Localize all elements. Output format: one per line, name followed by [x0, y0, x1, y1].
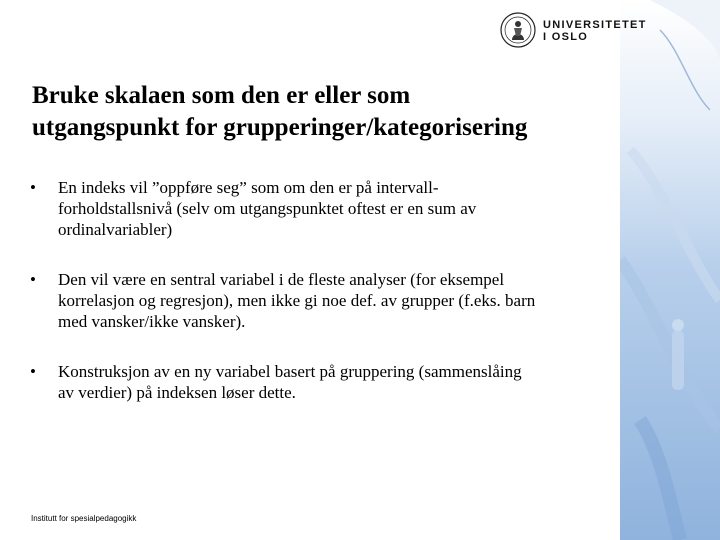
bullet-line: med vansker/ikke vansker).	[58, 312, 246, 331]
bullet-item-3	[30, 361, 630, 403]
bullet-line: Den vil være en sentral variabel i de fleste analyser (for eksempel	[58, 270, 505, 289]
bullet-line: korrelasjon og regresjon), men ikke gi noe def. av grupper (f.eks. barn	[58, 291, 536, 310]
bullet-line: forholdstallsnivå (selv om utgangspunktet oftest er en sum av	[58, 199, 477, 218]
logo-line-1: UNIVERSITETET	[543, 19, 647, 31]
bullet-line: Konstruksjon av en ny variabel basert på gruppering (sammenslåing	[58, 362, 522, 381]
title-line-1: Bruke skalaen som den er eller som	[32, 82, 411, 109]
bullet-marker: •	[30, 362, 36, 381]
bullet-marker: •	[30, 178, 36, 197]
seal-icon	[500, 12, 536, 48]
footer-institute: Institutt for spesialpedagogikk	[31, 514, 137, 523]
slide-title	[32, 80, 612, 144]
bullet-line: av verdier) på indeksen løser dette.	[58, 383, 296, 402]
title-line-2: utgangspunkt for grupperinger/kategorisering	[32, 114, 528, 141]
bullet-item-1	[30, 177, 630, 240]
logo-text	[543, 19, 647, 43]
logo-line-2: I OSLO	[543, 31, 589, 43]
bullet-item-2	[30, 269, 630, 332]
university-logo	[500, 12, 647, 52]
bullet-line: En indeks vil ”oppføre seg” som om den er på intervall-	[58, 178, 439, 197]
bullet-marker: •	[30, 270, 36, 289]
bullet-line: ordinalvariabler)	[58, 220, 173, 239]
decorative-panel	[620, 0, 720, 540]
bullet-list	[30, 177, 630, 403]
